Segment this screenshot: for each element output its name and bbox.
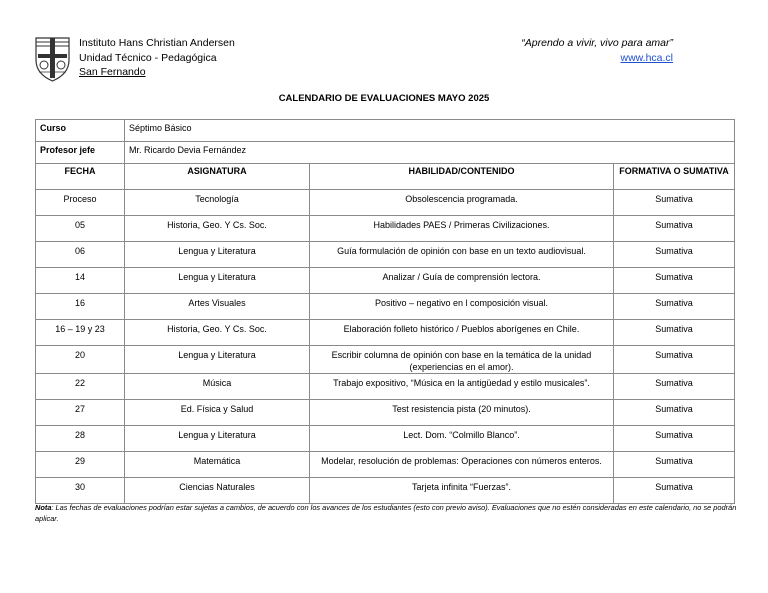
cell-fecha: 22	[36, 374, 125, 400]
table-row	[36, 320, 735, 346]
cell-fecha: 16	[36, 294, 125, 320]
table-row	[36, 294, 735, 320]
table-row	[36, 400, 735, 426]
table-row	[36, 268, 735, 294]
motto-text: “Aprendo a vivir, vivo para amar”	[521, 37, 673, 49]
table-row	[36, 346, 735, 374]
column-header-fecha: FECHA	[36, 164, 125, 190]
table-header-row	[36, 164, 735, 190]
cell-contenido: Tarjeta infinita “Fuerzas”.	[310, 478, 614, 504]
cell-tipo: Sumativa	[614, 400, 735, 426]
footnote-text: : Las fechas de evaluaciones podrían estar sujetas a cambios, de acuerdo con los avances de los estudiantes (esto con previo aviso). Evaluaciones que no estén consideradas en este calendario, no se podrán aplicar.	[35, 503, 737, 523]
course-row	[36, 120, 735, 142]
cell-tipo: Sumativa	[614, 190, 735, 216]
cell-contenido: Lect. Dom. “Colmillo Blanco”.	[310, 426, 614, 452]
cell-contenido: Guía formulación de opinión con base en un texto audiovisual.	[310, 242, 614, 268]
cell-fecha: 29	[36, 452, 125, 478]
cell-tipo: Sumativa	[614, 346, 735, 374]
motto-block	[521, 36, 673, 65]
cell-asignatura: Historia, Geo. Y Cs. Soc.	[125, 216, 310, 242]
table-row	[36, 374, 735, 400]
cell-tipo: Sumativa	[614, 320, 735, 346]
table-row	[36, 426, 735, 452]
footnote	[35, 503, 740, 524]
cell-fecha: 06	[36, 242, 125, 268]
cell-contenido: Obsolescencia programada.	[310, 190, 614, 216]
website-link[interactable]: www.hca.cl	[620, 51, 673, 64]
cell-asignatura: Música	[125, 374, 310, 400]
school-crest-icon	[35, 34, 70, 82]
cell-asignatura: Tecnología	[125, 190, 310, 216]
cell-asignatura: Lengua y Literatura	[125, 346, 310, 374]
course-info-table	[35, 119, 735, 164]
cell-asignatura: Historia, Geo. Y Cs. Soc.	[125, 320, 310, 346]
cell-tipo: Sumativa	[614, 242, 735, 268]
footnote-label: Nota	[35, 503, 52, 512]
institution-name: Instituto Hans Christian Andersen	[79, 37, 235, 49]
cell-fecha: 30	[36, 478, 125, 504]
cell-asignatura: Ed. Física y Salud	[125, 400, 310, 426]
cell-tipo: Sumativa	[614, 374, 735, 400]
table-row	[36, 190, 735, 216]
column-header-asignatura: ASIGNATURA	[125, 164, 310, 190]
cell-asignatura: Lengua y Literatura	[125, 426, 310, 452]
table-row	[36, 452, 735, 478]
institution-block	[79, 36, 235, 80]
table-row	[36, 478, 735, 504]
cell-asignatura: Artes Visuales	[125, 294, 310, 320]
teacher-label: Profesor jefe	[36, 142, 125, 164]
cell-contenido: Trabajo expositivo, “Música en la antigüedad y estilo musicales”.	[310, 374, 614, 400]
cell-asignatura: Ciencias Naturales	[125, 478, 310, 504]
town-name: San Fernando	[79, 66, 146, 78]
column-header-contenido: HABILIDAD/CONTENIDO	[310, 164, 614, 190]
cell-contenido: Test resistencia pista (20 minutos).	[310, 400, 614, 426]
cell-fecha: Proceso	[36, 190, 125, 216]
course-value: Séptimo Básico	[125, 120, 735, 142]
cell-tipo: Sumativa	[614, 268, 735, 294]
cell-contenido: Escribir columna de opinión con base en la temática de la unidad (experiencias en el amor).	[310, 346, 614, 374]
cell-fecha: 20	[36, 346, 125, 374]
teacher-value: Mr. Ricardo Devia Fernández	[125, 142, 735, 164]
table-row	[36, 216, 735, 242]
cell-tipo: Sumativa	[614, 426, 735, 452]
unit-name: Unidad Técnico - Pedagógica	[79, 51, 217, 64]
cell-fecha: 28	[36, 426, 125, 452]
table-row	[36, 242, 735, 268]
cell-asignatura: Matemática	[125, 452, 310, 478]
cell-fecha: 05	[36, 216, 125, 242]
cell-fecha: 27	[36, 400, 125, 426]
cell-asignatura: Lengua y Literatura	[125, 242, 310, 268]
teacher-row	[36, 142, 735, 164]
cell-tipo: Sumativa	[614, 216, 735, 242]
cell-tipo: Sumativa	[614, 478, 735, 504]
evaluation-calendar-table	[35, 163, 735, 504]
cell-tipo: Sumativa	[614, 294, 735, 320]
cell-contenido: Elaboración folleto histórico / Pueblos aborígenes en Chile.	[310, 320, 614, 346]
cell-contenido: Habilidades PAES / Primeras Civilizaciones.	[310, 216, 614, 242]
cell-fecha: 14	[36, 268, 125, 294]
cell-tipo: Sumativa	[614, 452, 735, 478]
cell-contenido: Analizar / Guía de comprensión lectora.	[310, 268, 614, 294]
document-title: CALENDARIO DE EVALUACIONES MAYO 2025	[278, 93, 490, 104]
cell-contenido: Modelar, resolución de problemas: Operaciones con números enteros.	[310, 452, 614, 478]
cell-contenido: Positivo – negativo en l composición visual.	[310, 294, 614, 320]
cell-asignatura: Lengua y Literatura	[125, 268, 310, 294]
column-header-tipo: FORMATIVA O SUMATIVA	[614, 164, 735, 190]
course-label: Curso	[36, 120, 125, 142]
cell-fecha: 16 – 19 y 23	[36, 320, 125, 346]
